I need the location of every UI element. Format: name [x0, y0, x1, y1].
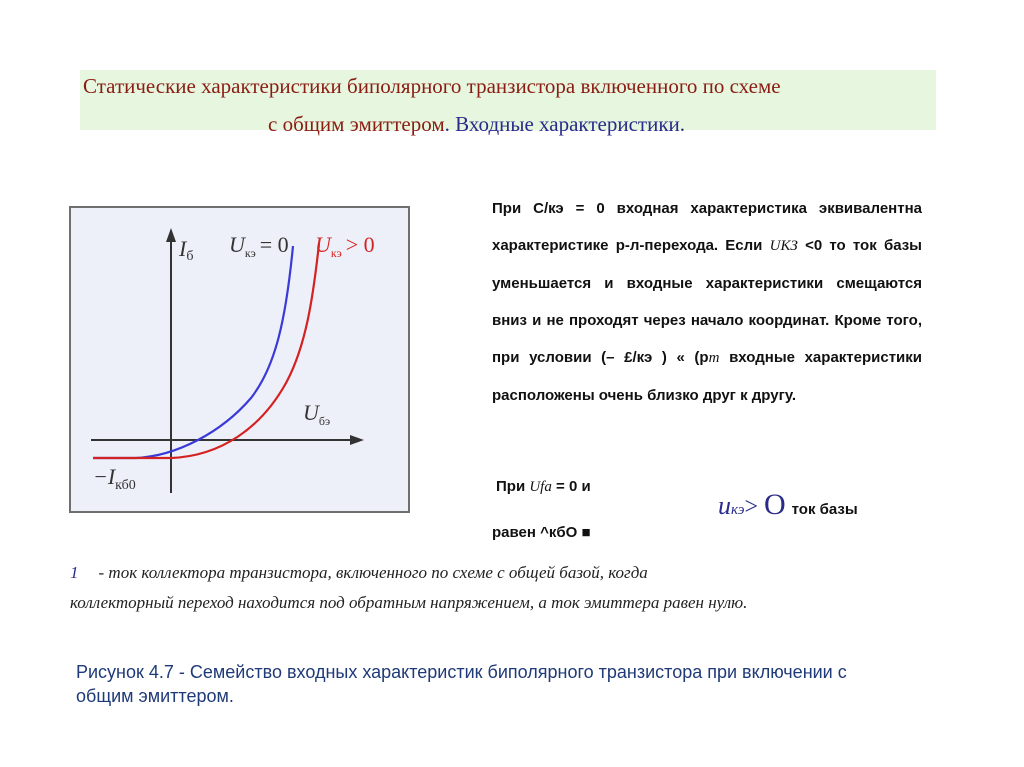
uke-operator: >	[744, 494, 758, 520]
description-variable-m: m	[708, 350, 720, 366]
condition-suffix: = 0 и	[551, 478, 591, 495]
condition-variable: Ufa	[529, 479, 552, 495]
slide-title-line-1: Статические характеристики биполярного транзистора включенного по схеме	[83, 74, 781, 98]
description-part-1: При С/кэ = 0 входная характеристика эквивалентна характеристике р-л-перехода. Если	[492, 200, 922, 254]
x-axis-arrow	[350, 435, 364, 445]
footnote-text-1: - ток коллектора транзистора, включенного по схеме с общей базой, когда	[98, 563, 648, 582]
description-variable-uk3: UКЗ	[769, 238, 798, 254]
condition-prefix: При	[496, 478, 530, 495]
characteristics-graph	[69, 206, 410, 513]
uke-subscript: кэ	[731, 502, 745, 518]
curve-uke-positive	[93, 244, 319, 458]
description-part-2: <0 то ток базы уменьшается и входные характеристики смещаются вниз и не проходят через начало координат. Кроме того, при условии (– £/кэ ) « (р	[492, 237, 922, 366]
y-axis-label: Iб	[179, 236, 194, 264]
uke-tail-text: ток базы	[791, 501, 858, 518]
x-axis-label: $U_{бэ}$	[303, 400, 331, 428]
footnote-number: 1	[70, 563, 79, 582]
title-part-b: . Входные характеристики.	[444, 112, 686, 136]
condition-line	[496, 478, 591, 496]
curve-uke-zero	[93, 246, 293, 458]
y-axis-arrow	[166, 228, 176, 242]
equals-line: равен ^кбО ■	[492, 524, 591, 541]
description-part-3: входные характеристики расположены очень близко друг к другу.	[492, 349, 922, 404]
footnote-line-2: коллекторный переход находится под обратным напряжением, а ток эмиттера равен нулю.	[70, 593, 748, 612]
curve-uke-zero-label: $U_{кэ} = 0$	[229, 232, 289, 260]
offset-current-label: $-I_{кб0}$	[93, 464, 136, 493]
description-paragraph	[492, 190, 922, 414]
uke-expression	[718, 488, 858, 522]
footnote-line-1	[70, 558, 890, 588]
curve-uke-positive-label: $U_{кэ} > 0$	[315, 232, 375, 260]
slide-title-line-2	[268, 112, 685, 137]
uke-zero: О	[763, 488, 786, 521]
footnote	[70, 558, 890, 618]
title-part-a: с общим эмиттером	[268, 112, 445, 136]
uke-symbol: и	[718, 491, 731, 520]
graph-svg	[71, 208, 412, 515]
figure-caption: Рисунок 4.7 - Семейство входных характеристик биполярного транзистора при включении с общим эмиттером.	[76, 662, 847, 706]
